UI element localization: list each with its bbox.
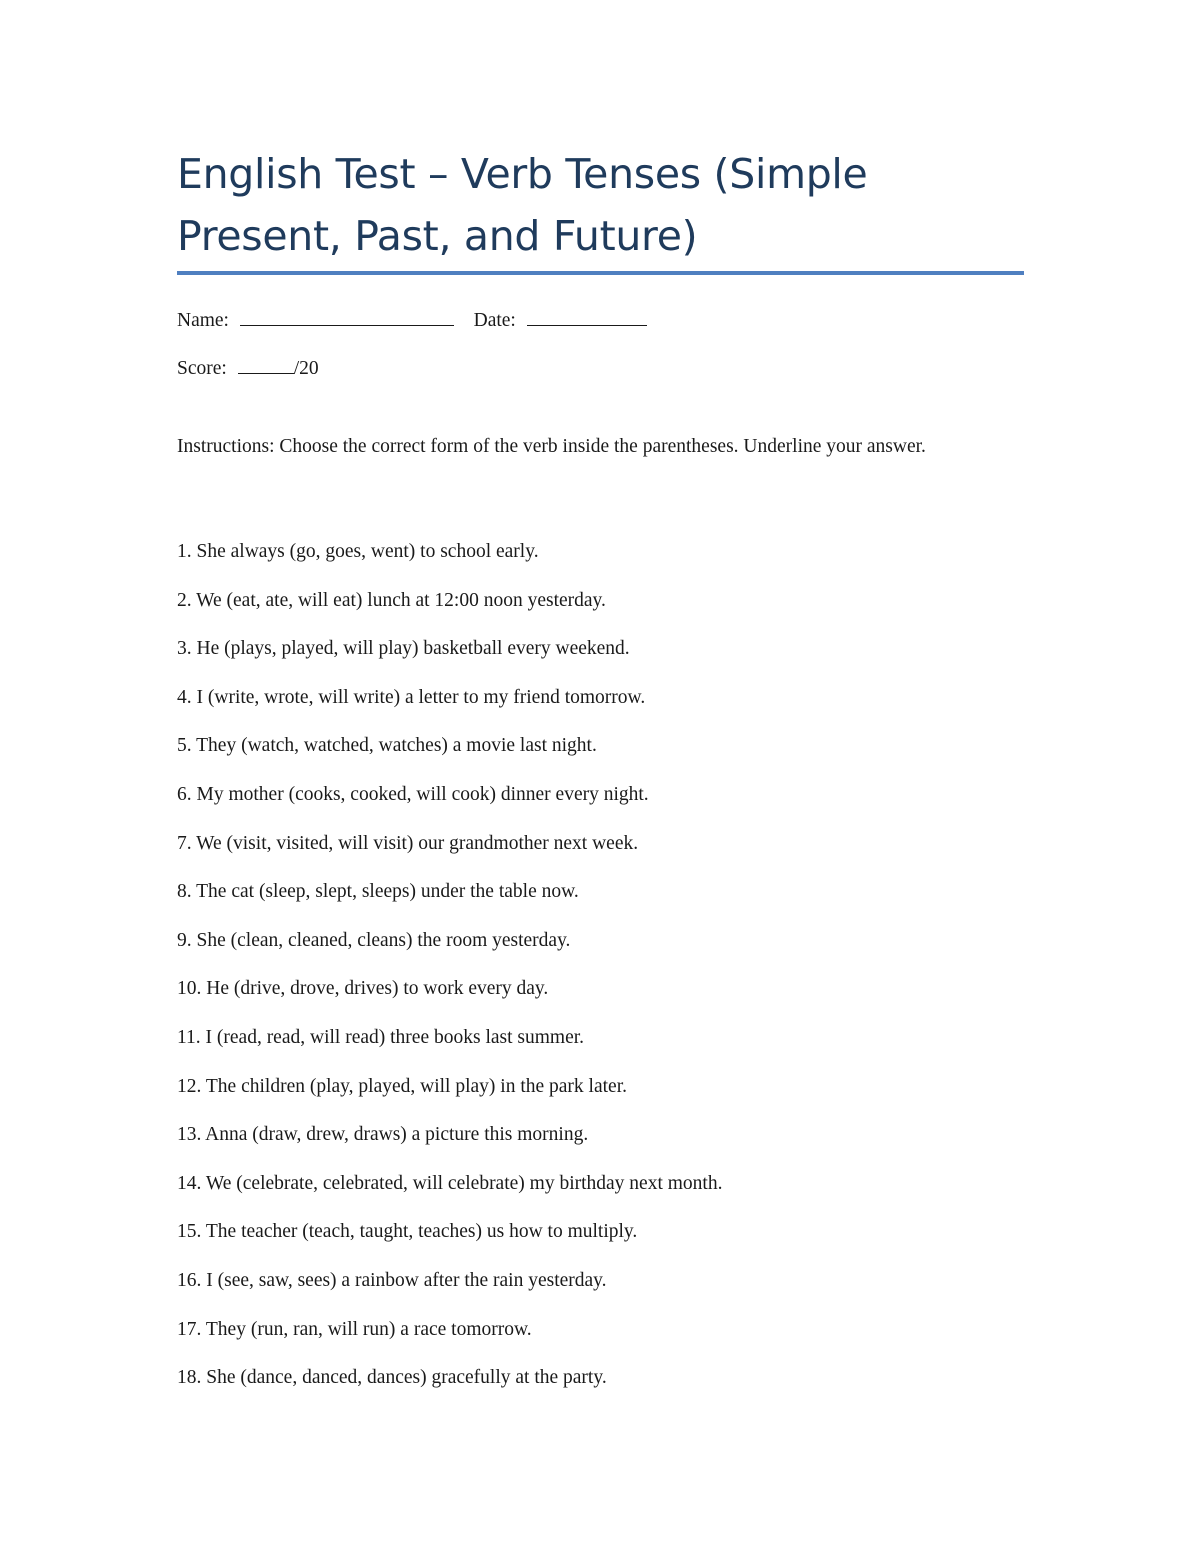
question-item: 15. The teacher (teach, taught, teaches) us how to multiply.	[177, 1221, 638, 1243]
question-item: 4. I (write, wrote, will write) a letter to my friend tomorrow.	[177, 686, 646, 708]
question-item: 14. We (celebrate, celebrated, will celebrate) my birthday next month.	[177, 1172, 723, 1194]
question-item: 5. They (watch, watched, watches) a movie last night.	[177, 735, 597, 757]
question-item: 16. I (see, saw, sees) a rainbow after the rain yesterday.	[177, 1269, 607, 1291]
question-item: 2. We (eat, ate, will eat) lunch at 12:00 noon yesterday.	[177, 589, 606, 611]
title-divider	[177, 271, 1024, 275]
question-item: 17. They (run, ran, will run) a race tomorrow.	[177, 1318, 532, 1340]
question-item: 12. The children (play, played, will play) in the park later.	[177, 1075, 627, 1097]
score-row	[177, 357, 319, 381]
instructions: Instructions: Choose the correct form of the verb inside the parentheses. Underline your answer.	[177, 436, 926, 457]
date-blank	[527, 310, 647, 326]
document-title: English Test – Verb Tenses (Simple Present, Past, and Future)	[177, 150, 868, 260]
question-item: 6. My mother (cooks, cooked, will cook) dinner every night.	[177, 783, 649, 805]
score-blank	[238, 358, 294, 374]
question-item: 9. She (clean, cleaned, cleans) the room yesterday.	[177, 929, 571, 951]
question-item: 3. He (plays, played, will play) basketball every weekend.	[177, 638, 630, 660]
name-label: Name:	[177, 310, 229, 331]
question-item: 18. She (dance, danced, dances) gracefully at the party.	[177, 1367, 607, 1389]
question-item: 13. Anna (draw, drew, draws) a picture this morning.	[177, 1124, 589, 1146]
question-list	[177, 540, 722, 1415]
score-total: /20	[293, 358, 319, 379]
score-label: Score:	[177, 358, 227, 379]
question-item: 8. The cat (sleep, slept, sleeps) under the table now.	[177, 881, 579, 903]
question-item: 1. She always (go, goes, went) to school early.	[177, 541, 539, 562]
question-item: 7. We (visit, visited, will visit) our grandmother next week.	[177, 832, 639, 854]
date-label: Date:	[473, 310, 516, 331]
name-blank	[240, 310, 454, 326]
name-date-row	[177, 309, 647, 333]
question-item: 11. I (read, read, will read) three books last summer.	[177, 1026, 585, 1048]
question-item: 10. He (drive, drove, drives) to work every day.	[177, 978, 549, 1000]
